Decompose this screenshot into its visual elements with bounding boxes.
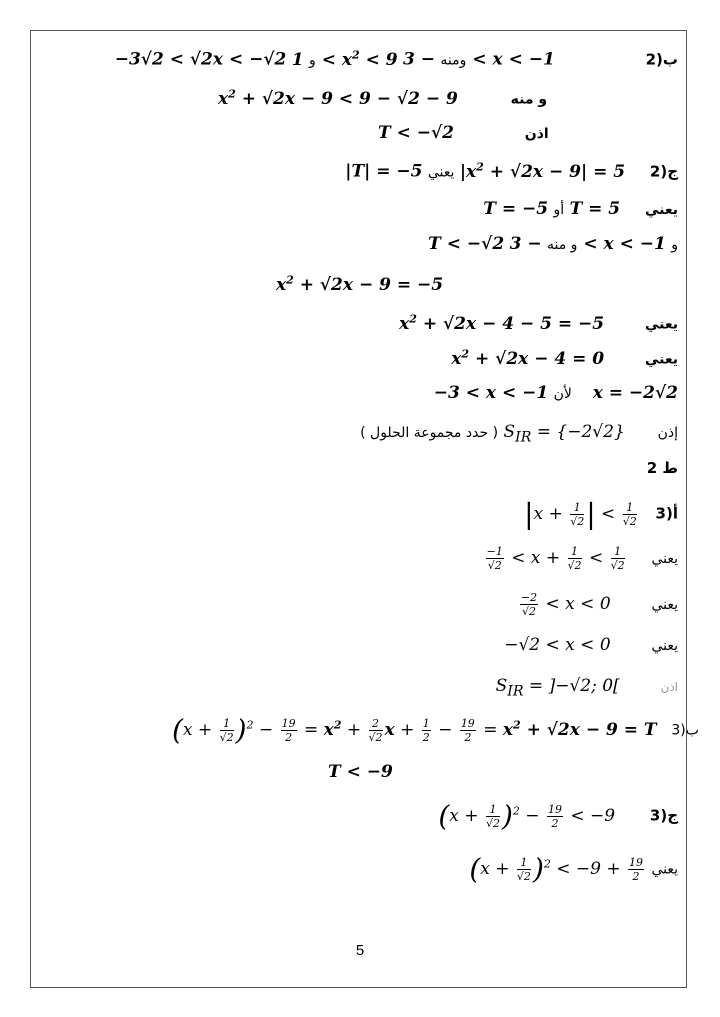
line-8: $x^2 + √2x - 4 - 5 = -5$ يعني <box>399 312 678 334</box>
line-5: T = −5 أو T = 5 يعني <box>483 199 678 219</box>
line-11-note: ( حدد مجموعة الحلول ) <box>360 425 499 441</box>
line-12 <box>647 460 678 477</box>
line-8-means: يعني <box>644 316 678 333</box>
line-14: $\frac{-1}{√2}$ < x + $\frac{1}{√2}$ < $\frac{1}{√2}$ يعني <box>486 545 678 572</box>
question-label-2b: 2)ب <box>645 50 678 69</box>
line-15: $\frac{-2}{√2}$ < x < 0 يعني <box>520 591 678 618</box>
line-15-means: يعني <box>651 597 678 613</box>
line-9: $x^2 + √2x - 4 = 0$ يعني <box>451 347 678 369</box>
line-9-means: يعني <box>644 351 678 368</box>
line-5-or: أو <box>553 202 565 218</box>
line-6-and: و <box>671 237 678 253</box>
line-3-then: اذن <box>524 126 549 142</box>
question-label-3a: 3)أ <box>655 504 678 523</box>
line-14-means: يعني <box>651 551 678 567</box>
line-2-hence: و منه <box>510 91 548 108</box>
question-label-3c: 3)ج <box>649 806 678 825</box>
line-10-because: لأن <box>553 386 572 402</box>
line-6: T < −√2 و منه − 3 < x < −1 و <box>428 234 678 254</box>
line-3: T < −√2 اذن <box>378 123 549 143</box>
question-label-2c: 2)ج <box>649 162 678 181</box>
line-17: $S_{IR} = ]-√2$; 0[ اذن <box>495 676 678 700</box>
line-1-and: و <box>309 52 316 69</box>
line-11: ( حدد مجموعة الحلول ) $S_{IR} = \{-2√2\}$ إذن <box>360 422 678 446</box>
points-marker: ط 2 <box>646 459 678 477</box>
line-10: −3 < x < −1 لأن x = −2√2 <box>433 383 678 403</box>
line-18: (x + $\frac{1}{√2}$ )$^2$ − $\frac{19}{2}$ = $x^2$ + $\frac{2}{√2}$ x + $\frac{1}{2}$ − $\frac{19}{2}$ = $x^2 + √2x - 9 = T$ 3)ب <box>172 713 699 746</box>
line-17-then: اذن <box>660 680 678 694</box>
line-6-hence: و منه <box>546 237 578 253</box>
line-11-then: إذن <box>657 425 678 441</box>
line-16-means: يعني <box>651 638 678 654</box>
line-5-means: يعني <box>644 202 678 218</box>
line-21: (x + $\frac{1}{√2}$ )$^2$ < −9 + $\frac{19}{2}$ يعني <box>469 852 678 885</box>
line-1: −3√2 < √2x < −√2 و $1 < x^2 < 9$ ومنه − 3 < x < −1 2)ب <box>114 48 678 70</box>
question-label-3b: 3)ب <box>671 722 699 739</box>
line-19: T < −9 <box>328 762 393 782</box>
line-21-means: يعني <box>651 861 678 878</box>
line-1-hence: ومنه <box>440 52 467 69</box>
page-number: 5 <box>355 942 365 959</box>
line-16: −√2 < x < 0 يعني <box>504 635 678 655</box>
line-7: $x^2 + √2x - 9 = -5$ <box>276 273 444 295</box>
line-4-means: يعني <box>427 164 455 181</box>
line-4: |T| = −5 يعني $|x^2 + √2x - 9| = 5$ 2)ج <box>345 160 678 182</box>
line-13: |x + $\frac{1}{√2}$ | < $\frac{1}{√2}$ 3)أ <box>524 497 678 530</box>
line-2: $x^2 + √2x - 9 < 9 - √2 - 9$ و منه <box>218 87 548 109</box>
line-20: (x + $\frac{1}{√2}$ )$^2$ − $\frac{19}{2}$ < −9 3)ج <box>438 799 678 832</box>
